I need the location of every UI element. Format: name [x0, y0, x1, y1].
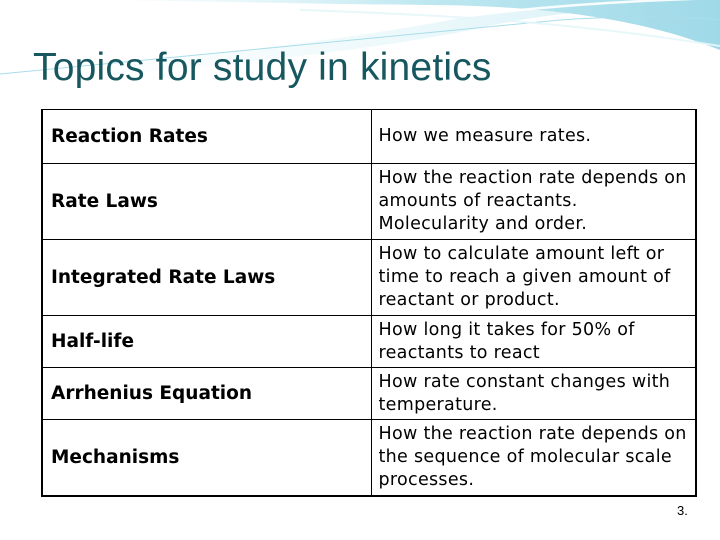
description-cell: How we measure rates.: [371, 110, 696, 164]
table-row: [42, 316, 696, 368]
description-cell: How long it takes for 50% of reactants to react: [371, 316, 696, 368]
table-row: [42, 368, 696, 420]
page-number: 3.: [677, 503, 688, 518]
topic-cell: Rate Laws: [42, 164, 371, 240]
description-cell: How the reaction rate depends on the sequence of molecular scale processes.: [371, 420, 696, 496]
table-row: [42, 420, 696, 496]
description-cell: How the reaction rate depends on amounts of reactants. Molecularity and order.: [371, 164, 696, 240]
topic-cell: Arrhenius Equation: [42, 368, 371, 420]
table-row: [42, 110, 696, 164]
table-row: [42, 164, 696, 240]
topic-cell: Integrated Rate Laws: [42, 240, 371, 316]
topics-table: [41, 109, 697, 497]
topic-cell: Mechanisms: [42, 420, 371, 496]
slide-title: Topics for study in kinetics: [33, 46, 492, 89]
topic-cell: Reaction Rates: [42, 110, 371, 164]
description-cell: How rate constant changes with temperature.: [371, 368, 696, 420]
description-cell: How to calculate amount left or time to reach a given amount of reactant or product.: [371, 240, 696, 316]
table-row: [42, 240, 696, 316]
topic-cell: Half-life: [42, 316, 371, 368]
